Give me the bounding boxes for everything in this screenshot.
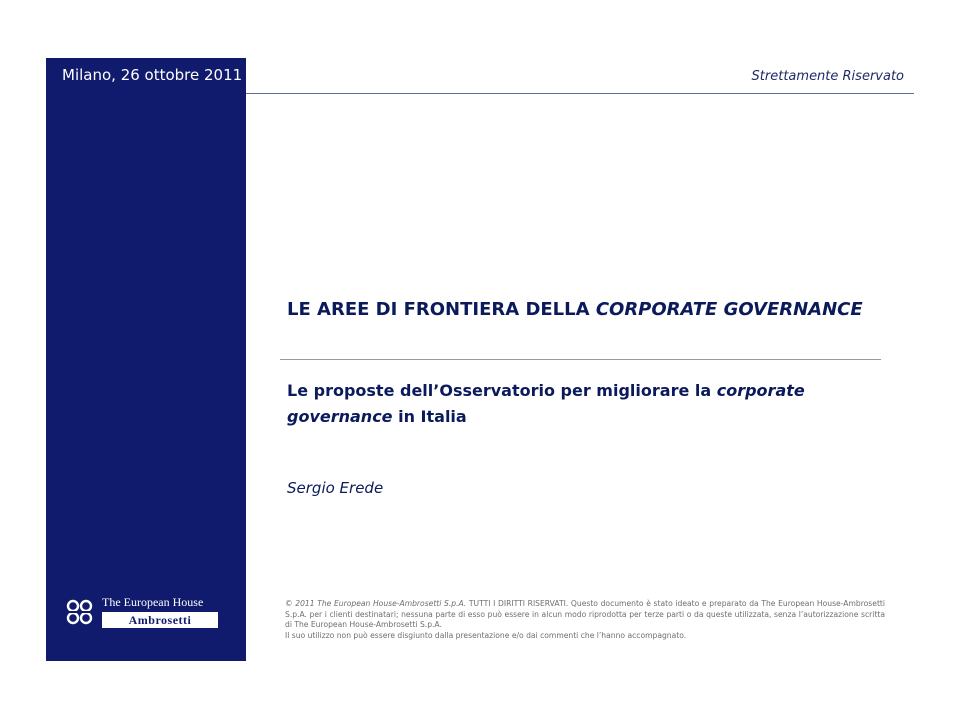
logo-text-line-2: Ambrosetti bbox=[128, 613, 192, 627]
title-part-2: CORPORATE GOVERNANCE bbox=[595, 299, 863, 320]
subtitle-part-3: in Italia bbox=[392, 407, 467, 426]
sidebar-panel bbox=[46, 58, 246, 661]
copyright-holder: © 2011 The European House-Ambrosetti S.p.A. bbox=[285, 599, 467, 608]
company-logo bbox=[62, 594, 222, 630]
logo-text-box bbox=[102, 612, 218, 628]
title-part-1: LE AREE DI FRONTIERA DELLA bbox=[287, 299, 596, 320]
presentation-subtitle bbox=[287, 378, 877, 430]
confidentiality-label: Strettamente Riservato bbox=[751, 69, 904, 84]
presentation-title bbox=[287, 297, 877, 323]
logo-mark-icon bbox=[64, 598, 98, 626]
copyright-notice bbox=[285, 599, 885, 641]
title-divider bbox=[280, 359, 881, 360]
copyright-usage: Il suo utilizzo non può essere disgiunto dalla presentazione e/o dai commenti che l’hanno accompagnato. bbox=[285, 630, 687, 640]
subtitle-part-2: corporate governance bbox=[287, 381, 805, 426]
author-name: Sergio Erede bbox=[287, 479, 384, 497]
presentation-date: Milano, 26 ottobre 2011 bbox=[62, 66, 243, 84]
copyright-body: TUTTI I DIRITTI RISERVATI. Questo documento è stato ideato e preparato da The European House-Ambrosetti S.p.A. per i clienti destinatari; nessuna parte di esso può essere in alcun modo riprodotta per terze parti o da queste utilizzata, senza l’autorizzazione scritta di The European House-Ambrosetti S.p.A. bbox=[285, 599, 886, 629]
header-divider bbox=[246, 93, 914, 94]
logo-text-line-1: The European House bbox=[102, 595, 204, 609]
subtitle-part-1: Le proposte dell’Osservatorio per migliorare la bbox=[287, 381, 717, 400]
